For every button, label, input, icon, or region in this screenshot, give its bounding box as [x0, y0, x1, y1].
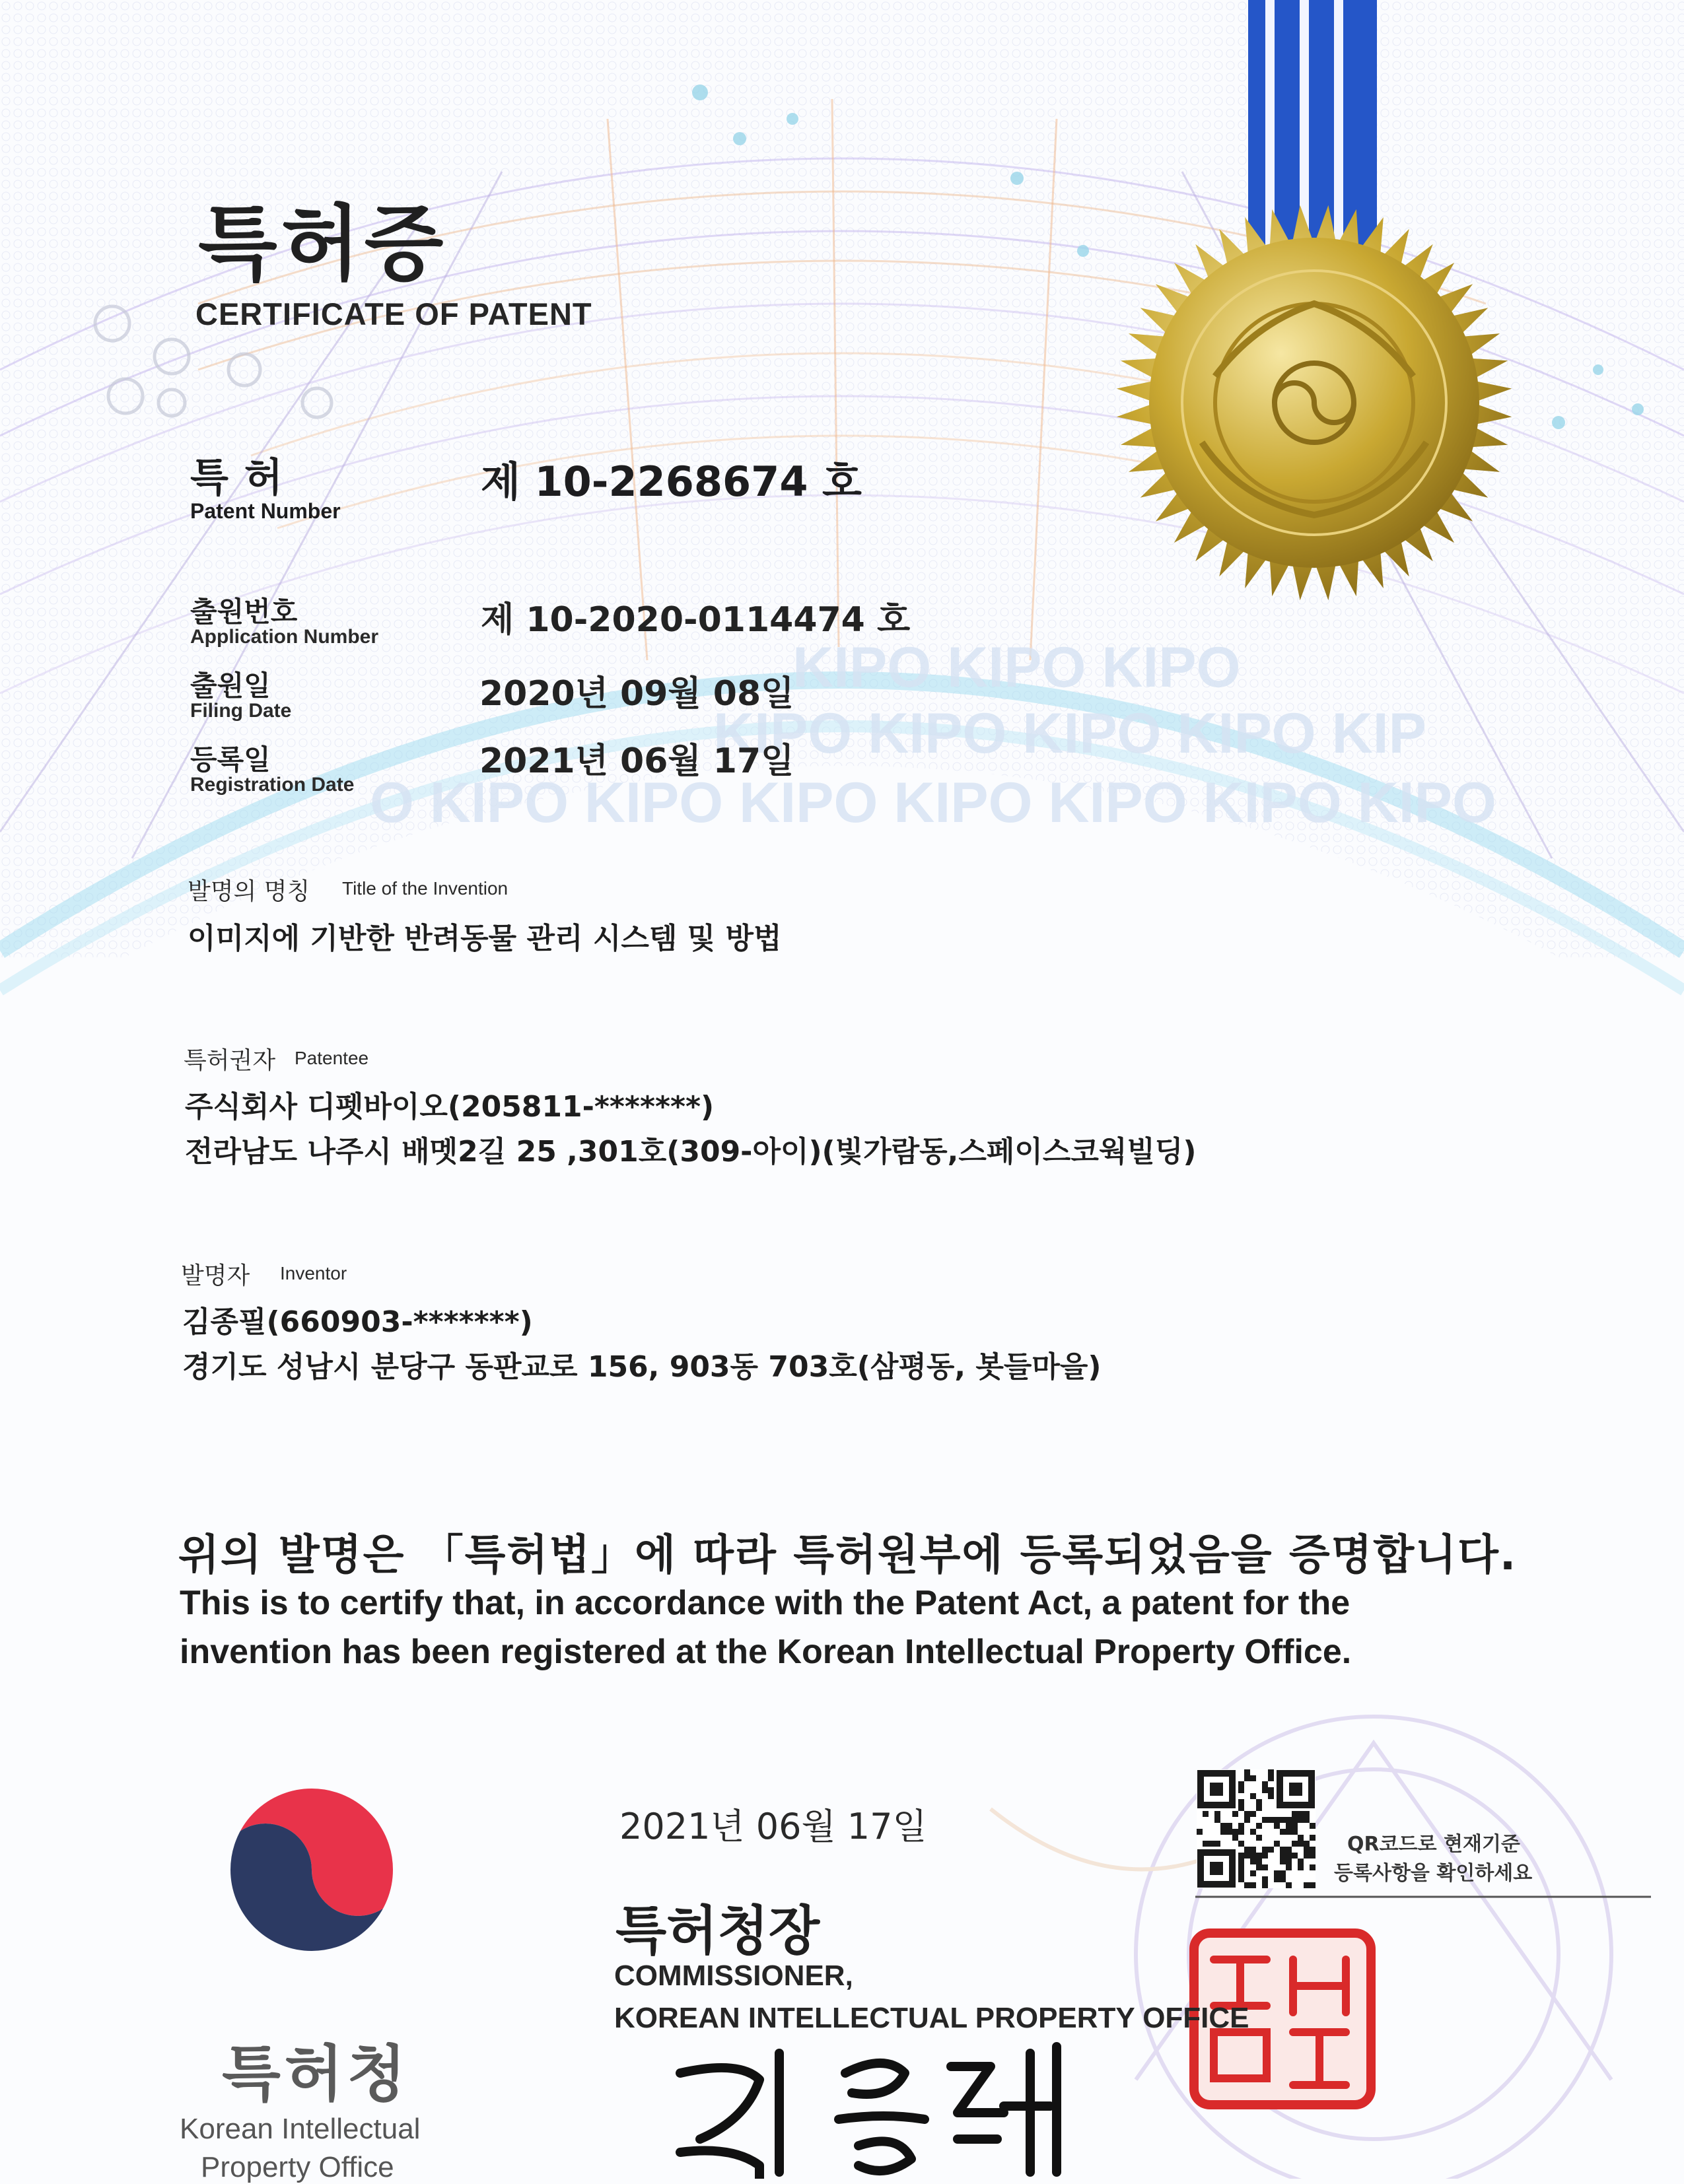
qr-note-line2: 등록사항을 확인하세요 [1334, 1862, 1533, 1885]
application-number-value: 제 10-2020-0114474 호 [481, 600, 911, 640]
patentee-label-en: Patentee [295, 1048, 369, 1068]
kipo-logo [219, 1777, 404, 1962]
filing-date-label-en: Filing Date [190, 700, 292, 722]
inventor-label: 발명자 [181, 1262, 250, 1289]
svg-text:O KIPO KIPO KIPO KIPO KIPO KIP: O KIPO KIPO KIPO KIPO KIPO KIPO KIPO [370, 771, 1496, 835]
patent-number-value: 제 10-2268674 호 [481, 458, 862, 506]
application-number-label: 출원번호 [190, 596, 298, 628]
certification-statement-en-line1: This is to certify that, in accordance with the Patent Act, a patent for the [180, 1584, 1351, 1622]
patent-number-label-en: Patent Number [190, 499, 341, 523]
certificate-title: 특허증 [198, 197, 448, 292]
filing-date-value: 2020년 09월 08일 [479, 674, 794, 714]
svg-text:KIPO KIPO KIPO: KIPO KIPO KIPO [792, 636, 1241, 699]
certificate-title-en: CERTIFICATE OF PATENT [195, 296, 592, 331]
invention-title-label: 발명의 명칭 [188, 878, 310, 905]
kipo-name-en-line2: Property Office [201, 2151, 394, 2183]
svg-text:KIPO KIPO KIPO KIPO KIP: KIPO KIPO KIPO KIPO KIP [713, 702, 1426, 765]
registration-date-label: 등록일 [190, 743, 271, 776]
kipo-name-en-line1: Korean Intellectual [180, 2113, 421, 2145]
commissioner-title: 특허청장 [615, 1900, 820, 1962]
inventor-label-en: Inventor [280, 1263, 347, 1283]
application-number-label-en: Application Number [190, 626, 379, 648]
patentee-address: 전라남도 나주시 배멧2길 25 ,301호(309-아이)(빛가람동,스페이스코웍빌딩) [185, 1135, 1197, 1169]
patent-number-label: 특허 [190, 455, 298, 501]
invention-title: 이미지에 기반한 반려동물 관리 시스템 및 방법 [188, 922, 782, 955]
kipo-name: 특허청 [222, 2039, 410, 2109]
certification-statement-ko: 위의 발명은 「특허법」에 따라 특허원부에 등록되었음을 증명합니다. [178, 1531, 1518, 1580]
qr-code [1197, 1769, 1316, 1888]
issue-date: 2021년 06월 17일 [619, 1806, 927, 1847]
certification-statement-en-line2: invention has been registered at the Korean Intellectual Property Office. [180, 1633, 1352, 1671]
filing-date-label: 출원일 [190, 669, 271, 702]
registration-date-value: 2021년 06월 17일 [479, 741, 794, 781]
registration-date-label-en: Registration Date [190, 774, 355, 796]
qr-note-line1: QR코드로 현재기준 [1347, 1833, 1520, 1856]
patentee-name: 주식회사 디펫바이오(205811-*******) [185, 1090, 715, 1124]
invention-title-label-en: Title of the Invention [342, 878, 509, 899]
gold-seal [1117, 205, 1512, 600]
inventor-name: 김종필(660903-*******) [182, 1305, 533, 1339]
commissioner-title-en-line1: COMMISSIONER, [614, 1960, 853, 1992]
patentee-label: 특허권자 [184, 1047, 276, 1074]
commissioner-title-en-line2: KOREAN INTELLECTUAL PROPERTY OFFICE [614, 2002, 1249, 2034]
inventor-address: 경기도 성남시 분당구 동판교로 156, 903동 703호(삼평동, 봇들마을) [182, 1350, 1102, 1384]
